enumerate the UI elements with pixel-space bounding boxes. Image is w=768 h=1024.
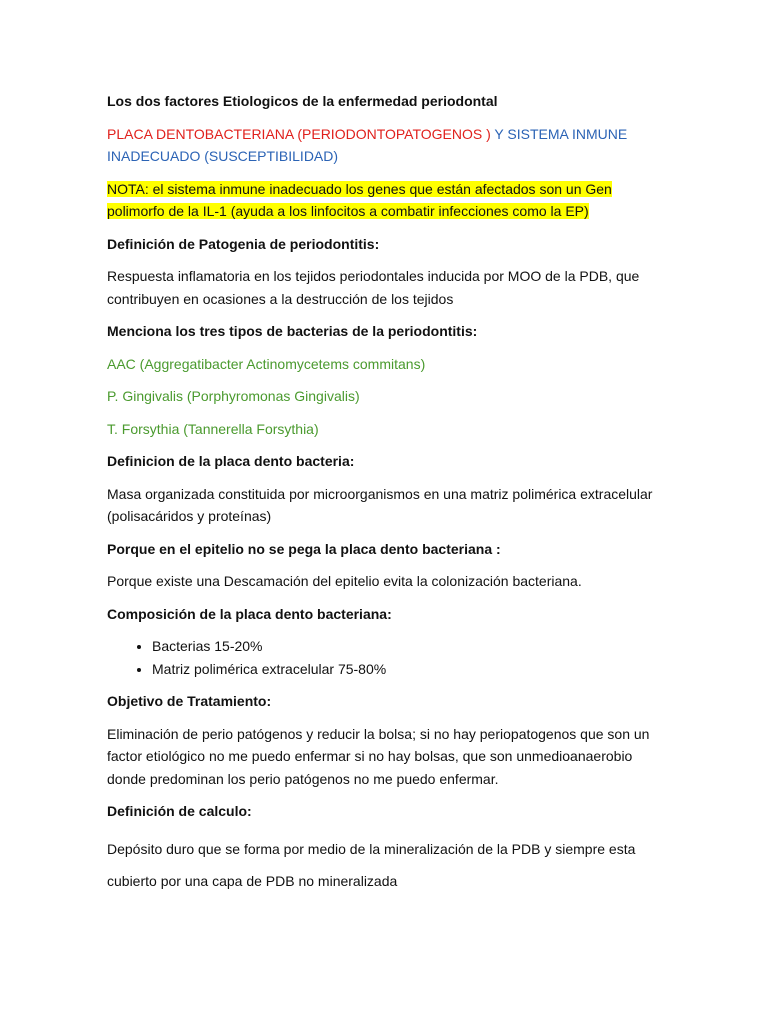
- patogenia-heading: Definición de Patogenia de periodontitis:: [107, 235, 380, 252]
- document-page: [107, 90, 667, 897]
- composicion-list: [107, 635, 667, 680]
- placa-def-text: Masa organizada constituida por microorganismos en una matriz polimérica extracelular (polisacáridos y proteínas): [107, 485, 653, 524]
- bacteria-item: P. Gingivalis (Porphyromonas Gingivalis): [107, 388, 360, 404]
- tratamiento-text: Eliminación de perio patógenos y reducir la bolsa; si no hay periopatogenos que son un factor etiológico no me puedo enfermar si no hay bolsas, que son unmedioanaerobio donde predominan los perio patógenos no me puedo enfermar.: [107, 725, 650, 787]
- nota-paragraph: [107, 178, 667, 223]
- patogenia-text: Respuesta inflamatoria en los tejidos periodontales inducida por MOO de la PDB, que contribuyen en ocasiones a la destrucción de los tejidos: [107, 268, 640, 307]
- list-item: • Bacterias 15-20%: [152, 635, 667, 658]
- bacterias-heading: Menciona los tres tipos de bacterias de la periodontitis:: [107, 323, 478, 339]
- placa-def-heading: Definicion de la placa dento bacteria:: [107, 453, 355, 469]
- bacteria-item: AAC (Aggregatibacter Actinomycetems commitans): [107, 355, 426, 372]
- calculo-text-line2: cubierto por una capa de PDB no mineralizada: [107, 872, 398, 889]
- composicion-heading: Composición de la placa dento bacteriana:: [107, 605, 392, 622]
- calculo-text-line1: Depósito duro que se forma por medio de la mineralización de la PDB y siempre esta: [107, 840, 636, 857]
- factor-placa: PLACA DENTOBACTERIANA (PERIODONTOPATOGENOS ): [107, 125, 495, 142]
- factor-sistema-inmune: Y SISTEMA INMUNE INADECUADO (SUSCEPTIBILIDAD): [107, 125, 628, 164]
- etiologic-factors: [107, 123, 667, 168]
- epitelio-heading: Porque en el epitelio no se pega la placa dento bacteriana :: [107, 540, 501, 557]
- list-item: • Matriz polimérica extracelular 75-80%: [152, 658, 667, 681]
- epitelio-text: Porque existe una Descamación del epitelio evita la colonización bacteriana.: [107, 573, 582, 589]
- tratamiento-heading: Objetivo de Tratamiento:: [107, 693, 272, 709]
- calculo-heading: Definición de calculo:: [107, 803, 252, 819]
- document-title: Los dos factores Etiologicos de la enfermedad periodontal: [107, 93, 498, 109]
- bacteria-item: T. Forsythia (Tannerella Forsythia): [107, 420, 319, 437]
- nota-highlight: NOTA: el sistema inmune inadecuado los genes que están afectados son un Gen polimorfo de la IL-1 (ayuda a los linfocitos a combatir infecciones como la EP): [107, 180, 612, 219]
